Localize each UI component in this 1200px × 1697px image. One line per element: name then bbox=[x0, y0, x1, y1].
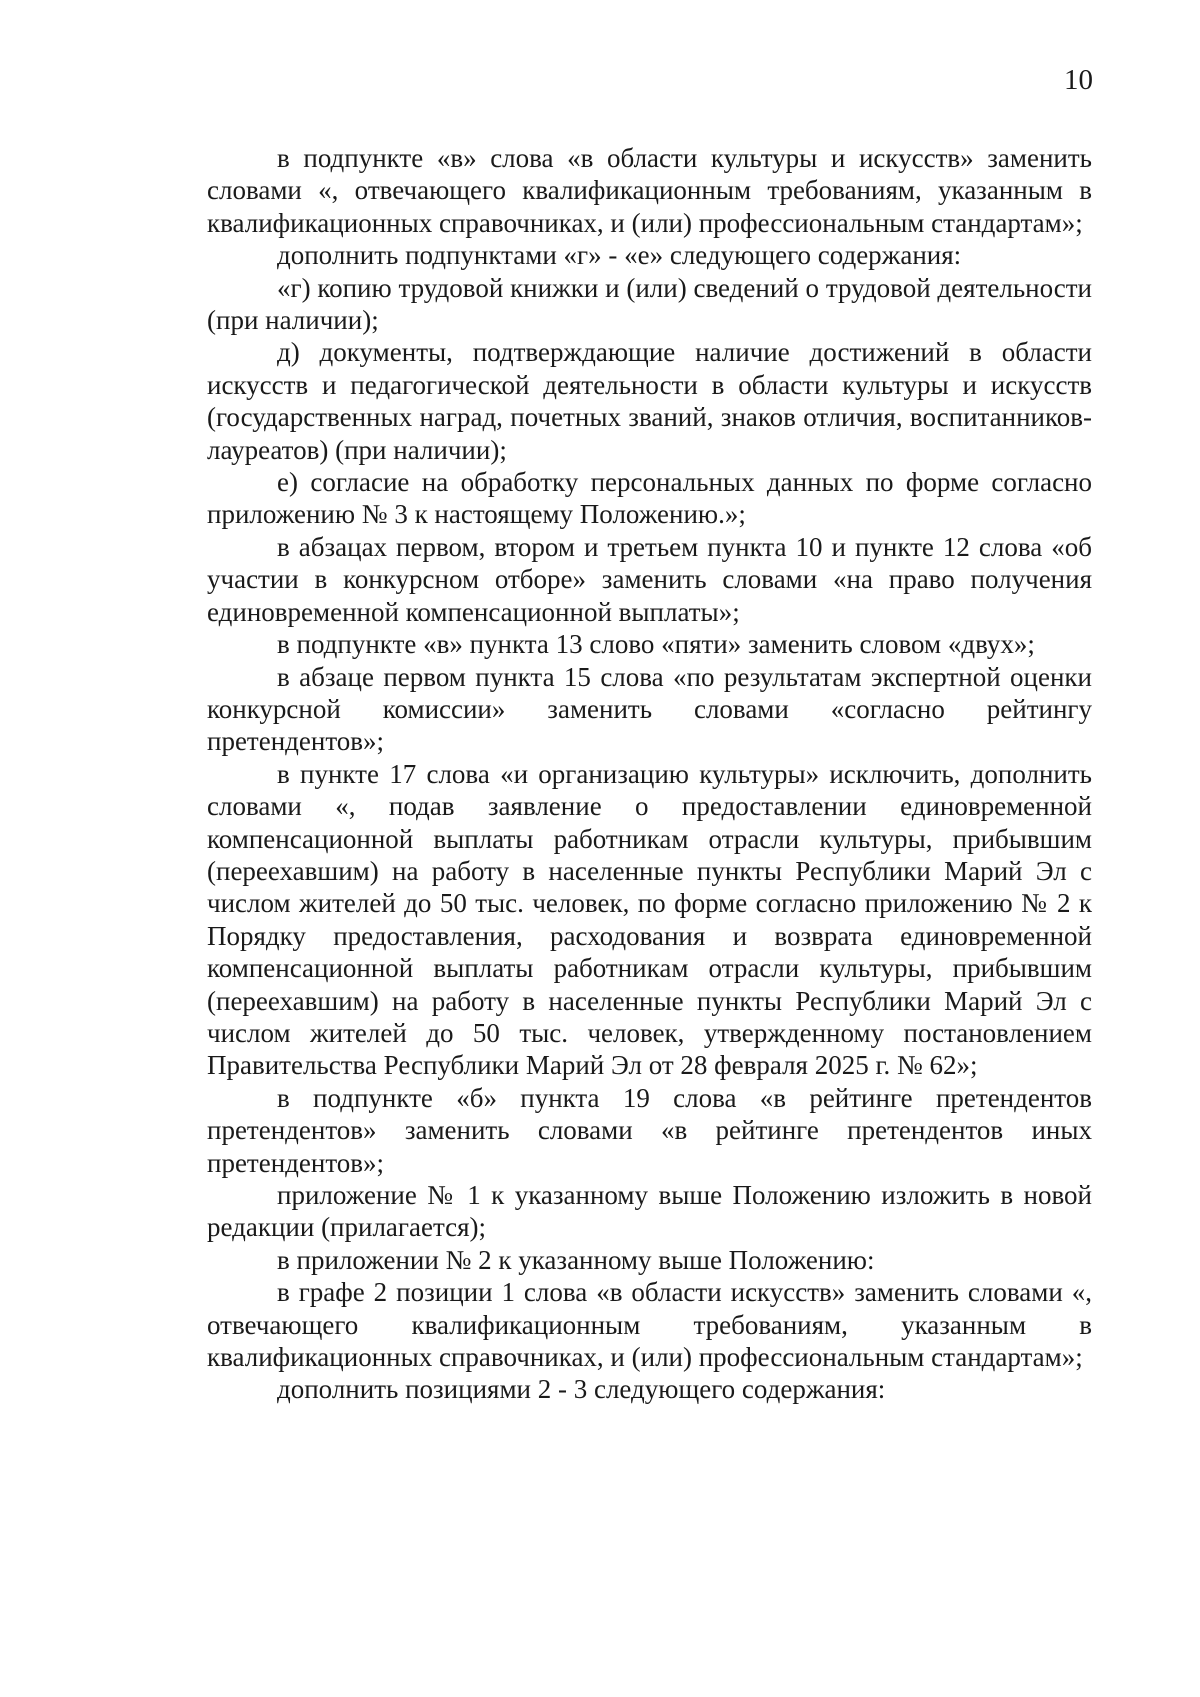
page-number: 10 bbox=[1064, 64, 1093, 96]
paragraph-12: в приложении № 2 к указанному выше Положению: bbox=[277, 1244, 875, 1275]
paragraph-9: в пункте 17 слова «и организацию культуры» исключить, дополнить словами «, подав заявление о предоставлении единовременной компенсационной выплаты работникам отрасли культуры, прибывшим (переехавшим) на работу в населенные пункты Республики Марий Эл с числом жителей до 50 тыс. человек, по форме согласно приложению № 2 к Порядку предоставления, расходования и возврата единовременной компенсационной выплаты работникам отрасли культуры, прибывшим (переехавшим) на работу в населенные пункты Республики Марий Эл с числом жителей до 50 тыс. человек, утвержденному постановлением Правительства Республики Марий Эл от 28 февраля 2025 г. № 62»; bbox=[207, 758, 1092, 1081]
paragraph-10: в подпункте «б» пункта 19 слова «в рейтинге претендентов претендентов» заменить словами «в рейтинге претендентов иных претендентов»; bbox=[207, 1082, 1092, 1178]
paragraph-1: в подпункте «в» слова «в области культуры и искусств» заменить словами «, отвечающего квалификационным требованиям, указанным в квалификационных справочниках, и (или) профессиональным стандартам»; bbox=[207, 143, 1092, 238]
paragraph-13: в графе 2 позиции 1 слова «в области искусств» заменить словами «, отвечающего квалификационным требованиям, указанным в квалификационных справочниках, и (или) профессиональным стандартам»; bbox=[207, 1277, 1092, 1373]
paragraph-7: в подпункте «в» пункта 13 слово «пяти» заменить словом «двух»; bbox=[277, 629, 1035, 660]
paragraph-11: приложение № 1 к указанному выше Положению изложить в новой редакции (прилагается); bbox=[207, 1180, 1092, 1243]
paragraph-5: е) согласие на обработку персональных данных по форме согласно приложению № 3 к настоящему Положению.»; bbox=[207, 467, 1092, 530]
paragraph-3: «г) копию трудовой книжки и (или) сведений о трудовой деятельности (при наличии); bbox=[207, 272, 1092, 336]
paragraph-8: в абзаце первом пункта 15 слова «по результатам экспертной оценки конкурсной комиссии» заменить словами «согласно рейтингу претендентов»; bbox=[207, 661, 1092, 757]
paragraph-6: в абзацах первом, втором и третьем пункта 10 и пункте 12 слова «об участии в конкурсном отборе» заменить словами «на право получения единовременной компенсационной выплаты»; bbox=[207, 531, 1092, 627]
paragraph-2: дополнить подпунктами «г» - «е» следующего содержания: bbox=[277, 240, 962, 271]
paragraph-14: дополнить позициями 2 - 3 следующего содержания: bbox=[277, 1374, 886, 1405]
document-body bbox=[207, 142, 1092, 1406]
paragraph-4: д) документы, подтверждающие наличие достижений в области искусств и педагогической деятельности в области культуры и искусств (государственных наград, почетных званий, знаков отличия, воспитанников-лауреатов) (при наличии); bbox=[207, 337, 1092, 465]
